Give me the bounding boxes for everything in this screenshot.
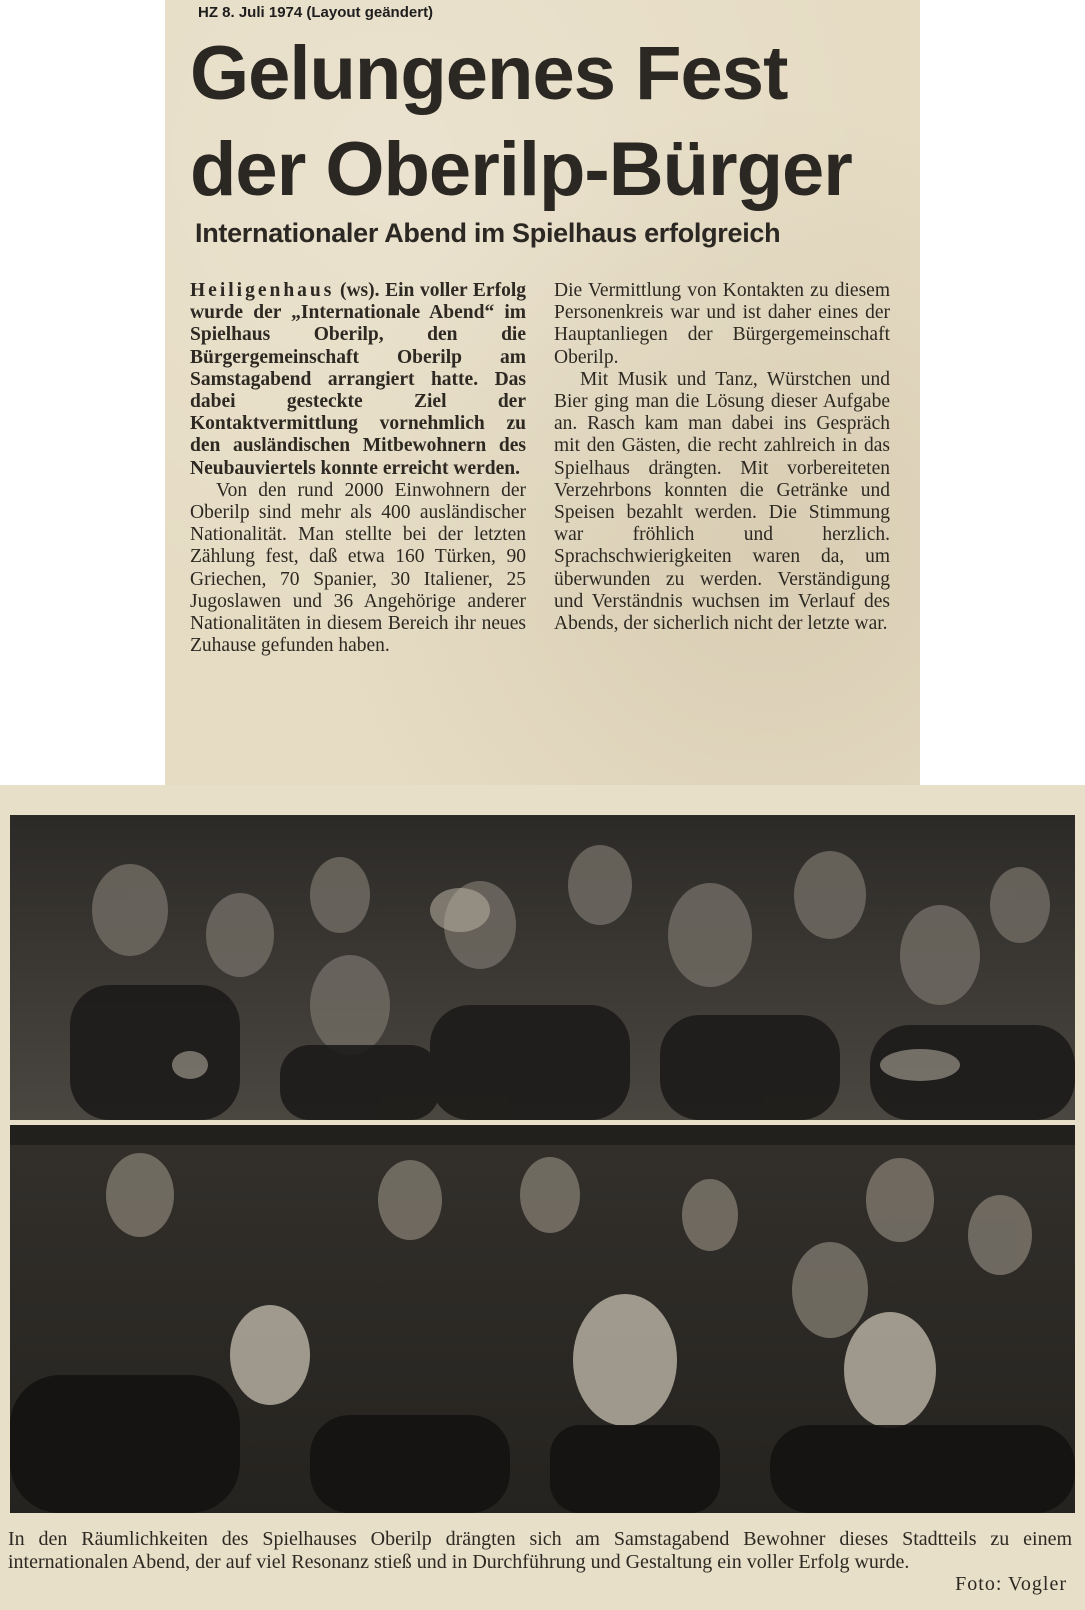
photo-caption: In den Räumlichkeiten des Spielhauses Oberilp drängten sich am Samstagabend Bewohner dieses Stadtteils zu einem internationalen Abend, der auf viel Resonanz stieß und in Durchführung und Gestaltung ein voller Erfolg wurde. <box>8 1528 1072 1573</box>
headline-line-1: Gelungenes Fest <box>190 31 788 116</box>
paragraph-contacts: Die Vermittlung von Kontakten zu diesem Personenkreis war und ist daher eines der Hauptanliegen der Bürgergemeinschaft Oberilp. <box>554 280 890 368</box>
article-column-left <box>190 280 526 657</box>
lead-text: (ws). Ein voller Erfolg wurde der „Internationale Abend“ im Spielhaus Oberilp, den die Bürgergemeinschaft Oberilp am Samstagabend arrangiert hatte. Das dabei gesteckte Ziel der Kontaktvermittlung vornehmlich zu den ausländischen Mitbewohnern des Neubauviertels konnte erreicht werden. <box>190 280 526 479</box>
lead-paragraph <box>190 280 526 480</box>
source-note: HZ 8. Juli 1974 (Layout geändert) <box>198 4 434 21</box>
subheadline: Internationaler Abend im Spielhaus erfolgreich <box>195 218 781 248</box>
photo-credit: Foto: Vogler <box>955 1573 1067 1595</box>
dateline: Heiligenhaus <box>190 280 335 301</box>
crowd-photo-bottom <box>10 1125 1075 1513</box>
article-column-right <box>554 280 890 635</box>
paragraph-population: Von den rund 2000 Einwohnern der Oberilp sind mehr als 400 ausländischer Nationalität. Man stellte bei der letzten Zählung fest, daß etwa 160 Türken, 90 Griechen, 70 Spanier, 30 Italiener, 25 Jugoslawen und 36 Angehörige anderer Nationalitäten in diesem Bereich ihr neues Zuhause gefunden haben. <box>190 479 526 657</box>
headline <box>190 26 910 218</box>
crowd-photo-top <box>10 815 1075 1120</box>
headline-line-2: der Oberilp-Bürger <box>190 127 852 212</box>
paragraph-festivity: Mit Musik und Tanz, Würstchen und Bier ging man die Lösung dieser Aufgabe an. Rasch kam man dabei ins Gespräch mit den Gästen, die recht zahlreich in das Spielhaus drängten. Mit vorbereiteten Verzehrbons konnten die Getränke und Speisen bezahlt werden. Die Stimmung war fröhlich und herzlich. Sprachschwierigkeiten waren da, um überwunden zu werden. Verständigung und Verständnis wuchsen im Verlauf des Abends, der sicherlich nicht der letzte war. <box>554 368 890 635</box>
